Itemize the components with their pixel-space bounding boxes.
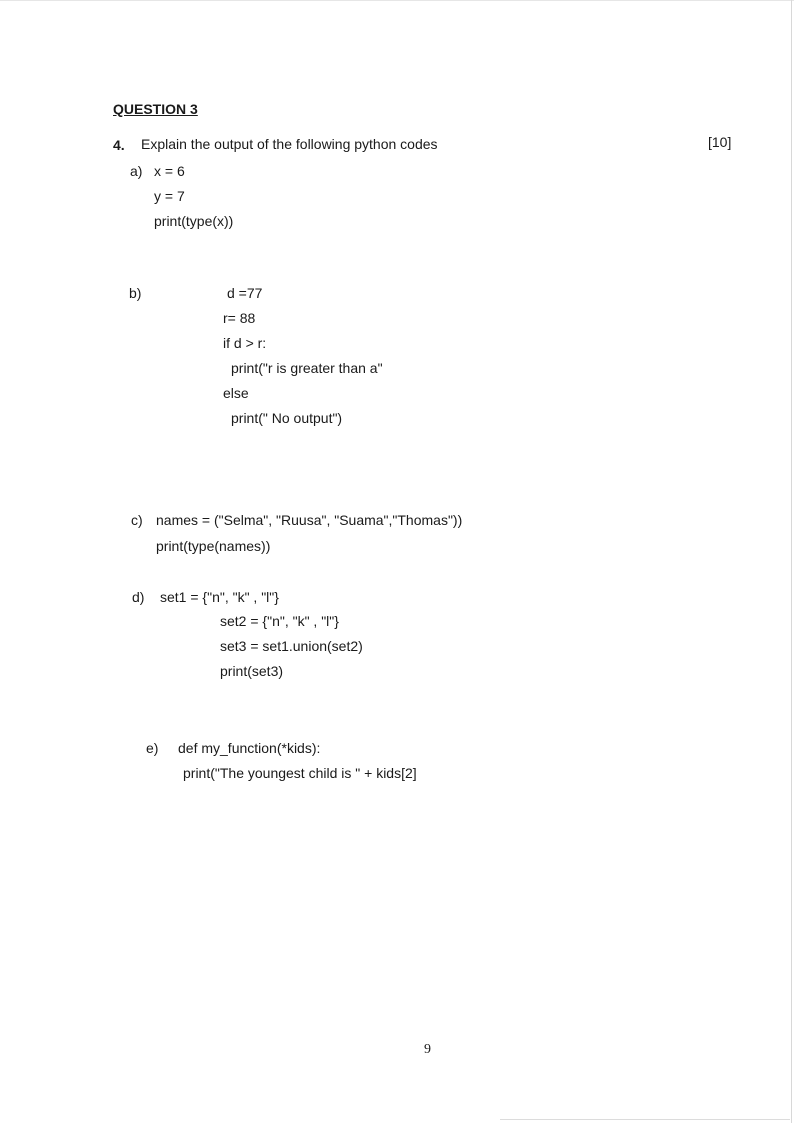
part-e-code-line: def my_function(*kids): bbox=[178, 740, 321, 756]
page-bottom-edge bbox=[500, 1119, 790, 1120]
question-marks: [10] bbox=[708, 134, 732, 150]
part-d-code-line: set1 = {"n", "k" , "l"} bbox=[160, 589, 279, 605]
part-a-code-line: y = 7 bbox=[154, 188, 185, 204]
question-text: Explain the output of the following python codes bbox=[141, 136, 438, 152]
page-number: 9 bbox=[424, 1042, 431, 1057]
part-c-code-line: print(type(names)) bbox=[156, 538, 271, 554]
part-d-code-line: set3 = set1.union(set2) bbox=[220, 638, 363, 654]
part-a-code-line: x = 6 bbox=[154, 163, 185, 179]
part-b-code-line: d =77 bbox=[227, 285, 263, 301]
page-top-edge bbox=[0, 0, 794, 1]
part-b-label: b) bbox=[129, 285, 142, 301]
part-b-code-line: print("r is greater than a" bbox=[231, 360, 383, 376]
part-c-label: c) bbox=[131, 512, 143, 528]
part-d-code-line: print(set3) bbox=[220, 663, 284, 679]
part-b-code-line: else bbox=[223, 385, 249, 401]
part-d-label: d) bbox=[132, 589, 145, 605]
part-e-label: e) bbox=[146, 740, 159, 756]
part-e-code-line: print("The youngest child is " + kids[2] bbox=[183, 765, 417, 781]
part-c-code-line: names = ("Selma", "Ruusa", "Suama","Thomas")) bbox=[156, 512, 463, 528]
part-a-code-line: print(type(x)) bbox=[154, 213, 234, 229]
part-b-code-line: r= 88 bbox=[223, 310, 256, 326]
part-b-code-line: if d > r: bbox=[223, 335, 267, 351]
part-b-code-line: print(" No output") bbox=[231, 410, 343, 426]
part-a-label: a) bbox=[130, 163, 143, 179]
part-d-code-line: set2 = {"n", "k" , "l"} bbox=[220, 613, 339, 629]
page-right-edge bbox=[791, 0, 792, 1123]
section-heading: QUESTION 3 bbox=[113, 101, 198, 117]
question-number: 4. bbox=[113, 137, 125, 153]
